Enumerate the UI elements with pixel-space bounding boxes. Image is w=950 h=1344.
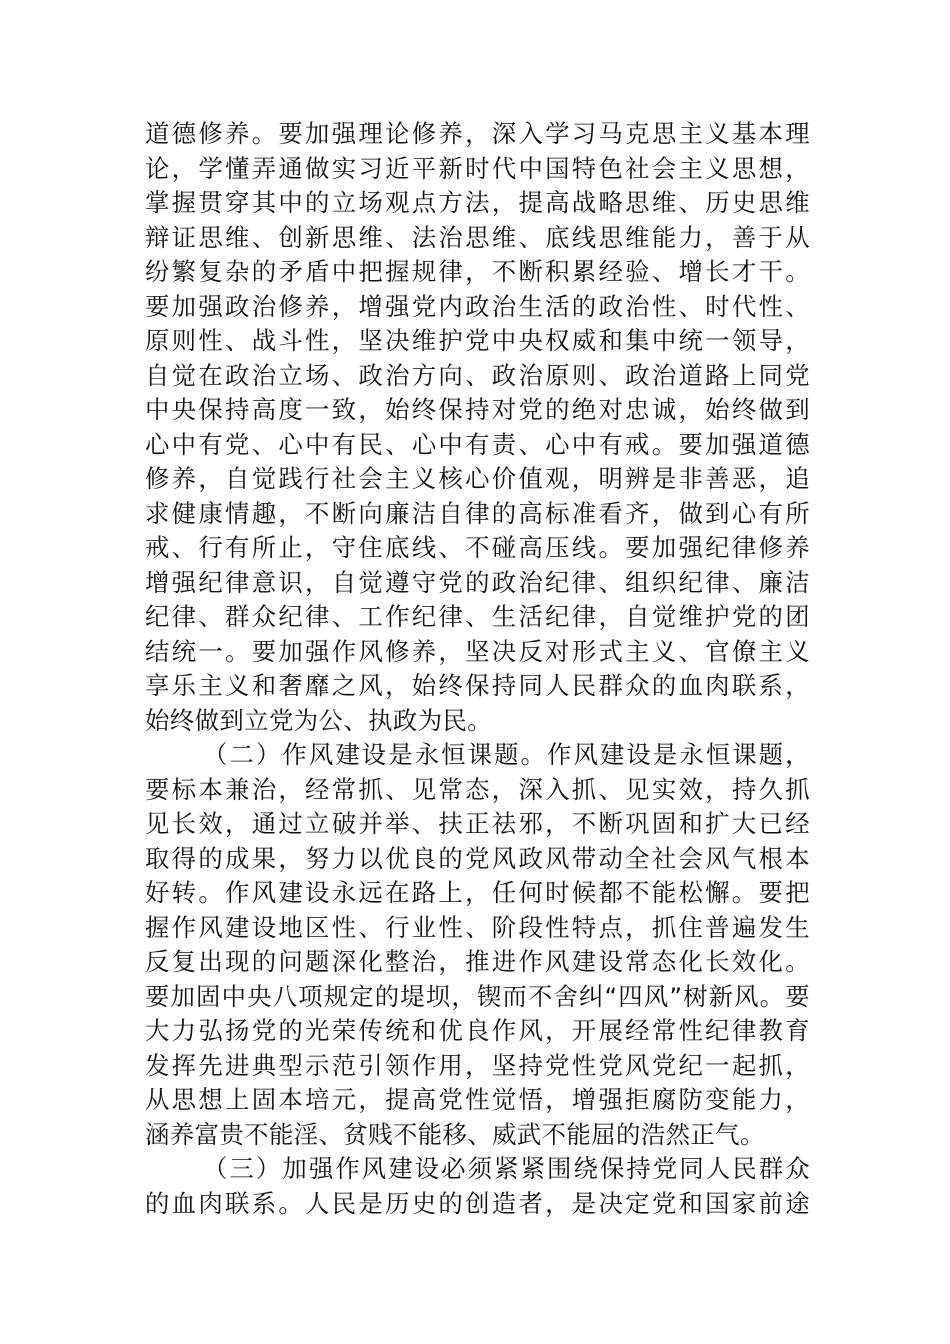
text-line: 取得的成果，努力以优良的党风政风带动全社会风气根本 <box>145 843 810 873</box>
text-line: 的血肉联系。人民是历史的创造者，是决定党和国家前途 <box>145 1188 810 1218</box>
text-line: 论，学懂弄通做实习近平新时代中国特色社会主义思想， <box>145 153 810 183</box>
text-line: 发挥先进典型示范引领作用，坚持党性党风党纪一起抓， <box>145 1050 810 1080</box>
text-line: 辩证思维、创新思维、法治思维、底线思维能力，善于从 <box>145 222 810 252</box>
text-line: 好转。作风建设永远在路上，任何时候都不能松懈。要把 <box>145 878 810 907</box>
text-line: 原则性、战斗性，坚决维护党中央权威和集中统一领导， <box>145 326 810 355</box>
text-line: 道德修养。要加强理论修养，深入学习马克思主义基本理 <box>145 119 810 148</box>
document-body-text <box>145 117 810 1221</box>
text-line: 戒、行有所止，守住底线、不碰高压线。要加强纪律修养 <box>145 533 810 562</box>
text-line: 纷繁复杂的矛盾中把握规律，不断积累经验、增长才干。 <box>145 257 810 286</box>
text-line: 握作风建设地区性、行业性、阶段性特点，抓住普遍发生 <box>145 912 810 942</box>
text-line: 反复出现的问题深化整治，推进作风建设常态化长效化。 <box>145 947 810 976</box>
text-line: 涵养富贵不能淫、贫贱不能移、威武不能屈的浩然正气。 <box>145 1119 765 1149</box>
section-heading-line: （三）加强作风建设必须紧紧围绕保持党同人民群众 <box>203 1154 810 1183</box>
text-line: 自觉在政治立场、政治方向、政治原则、政治道路上同党 <box>145 360 810 390</box>
text-line: 纪律、群众纪律、工作纪律、生活纪律，自觉维护党的团 <box>145 602 810 631</box>
text-line: 从思想上固本培元，提高党性觉悟，增强拒腐防变能力， <box>145 1085 810 1114</box>
text-line: 大力弘扬党的光荣传统和优良作风，开展经常性纪律教育 <box>145 1016 810 1045</box>
text-line: 享乐主义和奢靡之风，始终保持同人民群众的血肉联系， <box>145 671 810 700</box>
text-line: 始终做到立党为公、执政为民。 <box>145 705 493 735</box>
text-line: 中央保持高度一致，始终保持对党的绝对忠诚，始终做到 <box>145 395 810 424</box>
text-line: 修养，自觉践行社会主义核心价值观，明辨是非善恶，追 <box>145 464 810 493</box>
text-line: 求健康情趣，不断向廉洁自律的高标准看齐，做到心有所 <box>145 498 810 528</box>
text-line: 要加强政治修养，增强党内政治生活的政治性、时代性、 <box>145 291 810 321</box>
text-line: 掌握贯穿其中的立场观点方法，提高战略思维、历史思维 <box>145 188 810 217</box>
section-heading-line: （二）作风建设是永恒课题。作风建设是永恒课题， <box>203 740 810 769</box>
text-line: 增强纪律意识，自觉遵守党的政治纪律、组织纪律、廉洁 <box>145 567 810 597</box>
text-line: 要加固中央八项规定的堤坝，锲而不舍纠“四风”树新风。要 <box>145 981 810 1011</box>
text-line: 要标本兼治，经常抓、见常态，深入抓、见实效，持久抓 <box>145 774 810 804</box>
text-line: 见长效，通过立破并举、扶正祛邪，不断巩固和扩大已经 <box>145 809 810 838</box>
text-line: 心中有党、心中有民、心中有责、心中有戒。要加强道德 <box>145 429 810 459</box>
text-line: 结统一。要加强作风修养，坚决反对形式主义、官僚主义 <box>145 636 810 666</box>
